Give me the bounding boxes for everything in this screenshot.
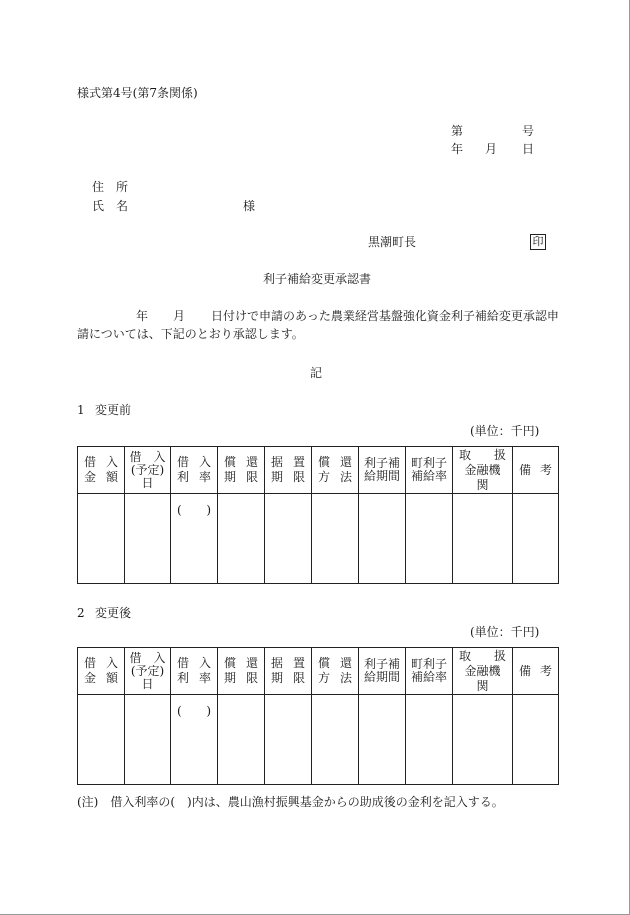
col-subsidy-period: 利子補 給期間	[359, 447, 406, 494]
col-repay-deadline: 償 還 期 限	[218, 648, 265, 695]
seal-mark: 印	[530, 234, 546, 250]
cell-remarks[interactable]	[513, 494, 559, 584]
col-rate: 借 入 利 率	[171, 648, 218, 695]
cell-grace-deadline[interactable]	[265, 494, 312, 584]
col-borrow-date: 借 入 (予定) 日	[125, 648, 171, 695]
cell-repay-method[interactable]	[312, 695, 359, 785]
table-after	[77, 647, 559, 785]
cell-repay-deadline[interactable]	[218, 494, 265, 584]
col-repay-method: 償 還 方 法	[312, 447, 359, 494]
table-header-row	[78, 447, 559, 494]
cell-subsidy-period[interactable]	[359, 494, 406, 584]
table-data-row	[78, 695, 559, 785]
table-header-row	[78, 648, 559, 695]
section1-unit: (単位：千円)	[470, 424, 540, 438]
col-financial-institution: 取 扱 金融機関	[453, 447, 513, 494]
body-line2: 請については、下記のとおり承認します。	[77, 327, 304, 341]
body-line1: 日付けで申請のあった農業経営基盤強化資金利子補給変更承認申	[211, 309, 559, 323]
body-month: 月	[173, 309, 186, 323]
col-town-subsidy-rate: 町利子 補給率	[406, 648, 453, 695]
cell-rate[interactable]: ( )	[171, 494, 218, 584]
date-day: 日	[522, 142, 535, 156]
cell-subsidy-period[interactable]	[359, 695, 406, 785]
cell-amount[interactable]	[78, 695, 125, 785]
table-before	[77, 446, 559, 584]
name-label: 氏 名	[92, 199, 129, 213]
section2-number: 2	[77, 606, 85, 620]
cell-grace-deadline[interactable]	[265, 695, 312, 785]
doc-number-dai: 第	[451, 124, 464, 138]
cell-borrow-date[interactable]	[125, 494, 171, 584]
col-financial-institution: 取 扱 金融機関	[453, 648, 513, 695]
col-grace-deadline: 据 置 期 限	[265, 447, 312, 494]
col-amount: 借 入 金 額	[78, 447, 125, 494]
cell-amount[interactable]	[78, 494, 125, 584]
cell-repay-deadline[interactable]	[218, 695, 265, 785]
col-subsidy-period: 利子補 給期間	[359, 648, 406, 695]
cell-borrow-date[interactable]	[125, 695, 171, 785]
document-title: 利子補給変更承認書	[263, 272, 372, 286]
col-repay-method: 償 還 方 法	[312, 648, 359, 695]
body-year: 年	[136, 309, 149, 323]
date-month: 月	[485, 142, 498, 156]
cell-town-subsidy-rate[interactable]	[406, 695, 453, 785]
cell-financial-institution[interactable]	[453, 695, 513, 785]
col-remarks: 備 考	[513, 447, 559, 494]
ki-label: 記	[310, 366, 323, 380]
section2-label: 変更後	[95, 606, 132, 620]
col-remarks: 備 考	[513, 648, 559, 695]
doc-number-go: 号	[522, 124, 535, 138]
col-town-subsidy-rate: 町利子 補給率	[406, 447, 453, 494]
col-grace-deadline: 据 置 期 限	[265, 648, 312, 695]
cell-town-subsidy-rate[interactable]	[406, 494, 453, 584]
col-repay-deadline: 償 還 期 限	[218, 447, 265, 494]
cell-rate[interactable]: ( )	[171, 695, 218, 785]
cell-repay-method[interactable]	[312, 494, 359, 584]
cell-financial-institution[interactable]	[453, 494, 513, 584]
date-year: 年	[451, 142, 464, 156]
issuer-title: 黒潮町長	[368, 235, 417, 249]
table-data-row	[78, 494, 559, 584]
col-amount: 借 入 金 額	[78, 648, 125, 695]
sama-label: 様	[243, 199, 256, 213]
section2-unit: (単位：千円)	[470, 625, 540, 639]
section1-label: 変更前	[95, 403, 132, 417]
footnote: (注) 借入利率の( )内は、農山漁村振興基金からの助成後の金利を記入する。	[77, 795, 504, 809]
form-label: 様式第4号(第7条関係)	[77, 86, 198, 100]
section1-number: 1	[77, 403, 85, 417]
col-borrow-date: 借 入 (予定) 日	[125, 447, 171, 494]
cell-remarks[interactable]	[513, 695, 559, 785]
address-label: 住 所	[92, 180, 129, 194]
col-rate: 借 入 利 率	[171, 447, 218, 494]
